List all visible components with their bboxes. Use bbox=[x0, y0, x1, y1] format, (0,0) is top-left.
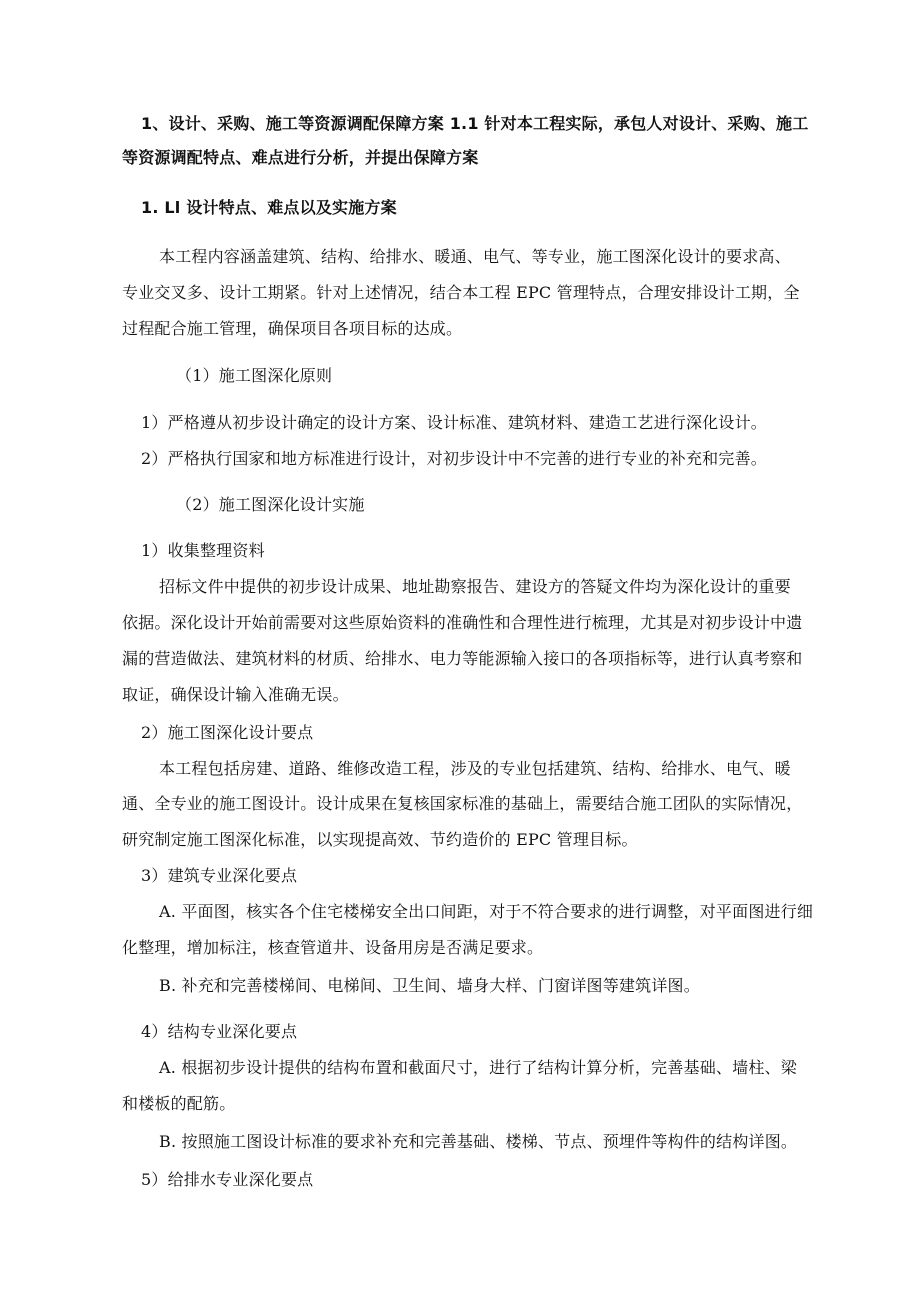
step-1-line-2: 依据。深化设计开始前需要对这些原始资料的准确性和合理性进行梳理，尤其是对初步设计中遗 bbox=[122, 613, 803, 632]
section-1-item-2: 2）严格执行国家和地方标准进行设计，对初步设计中不完善的进行专业的补充和完善。 bbox=[141, 449, 767, 468]
step-3-a-line-2: 化整理，增加标注，核查管道井、设备用房是否满足要求。 bbox=[122, 938, 544, 957]
step-2-line-1: 本工程包括房建、道路、维修改造工程，涉及的专业包括建筑、结构、给排水、电气、暖 bbox=[159, 759, 791, 778]
step-2-title: 2）施工图深化设计要点 bbox=[141, 723, 314, 742]
intro-line-3: 过程配合施工管理，确保项目各项目标的达成。 bbox=[122, 319, 463, 338]
step-2-line-3: 研究制定施工图深化标准，以实现提高效、节约造价的 EPC 管理目标。 bbox=[122, 830, 638, 849]
heading-line-1: 1、设计、采购、施工等资源调配保障方案 1.1 针对本工程实际，承包人对设计、采购、施工 bbox=[141, 114, 809, 133]
step-1-title: 1）收集整理资料 bbox=[141, 541, 265, 560]
step-2-line-2: 通、全专业的施工图设计。设计成果在复核国家标准的基础上，需要结合施工团队的实际情况， bbox=[122, 794, 803, 813]
step-3-a-line-1: A. 平面图，核实各个住宅楼梯安全出口间距，对于不符合要求的进行调整，对平面图进行细 bbox=[159, 902, 814, 921]
section-2-title: （2）施工图深化设计实施 bbox=[176, 495, 365, 514]
step-4-title: 4）结构专业深化要点 bbox=[141, 1022, 298, 1041]
step-4-b: B. 按照施工图设计标准的要求补充和完善基础、楼梯、节点、预埋件等构件的结构详图。 bbox=[159, 1132, 798, 1151]
step-4-a-line-2: 和楼板的配筋。 bbox=[122, 1094, 236, 1113]
step-5-title: 5）给排水专业深化要点 bbox=[141, 1170, 314, 1189]
step-1-line-1: 招标文件中提供的初步设计成果、地址勘察报告、建设方的答疑文件均为深化设计的重要 bbox=[159, 577, 791, 596]
subheading: 1. Ll 设计特点、难点以及实施方案 bbox=[141, 198, 397, 217]
intro-line-2: 专业交叉多、设计工期紧。针对上述情况，结合本工程 EPC 管理特点，合理安排设计工期，全 bbox=[122, 283, 800, 302]
section-1-title: （1）施工图深化原则 bbox=[176, 366, 333, 385]
heading-line-2: 等资源调配特点、难点进行分析，并提出保障方案 bbox=[122, 148, 479, 167]
step-3-b: B. 补充和完善楼梯间、电梯间、卫生间、墙身大样、门窗详图等建筑详图。 bbox=[159, 976, 700, 995]
intro-line-1: 本工程内容涵盖建筑、结构、给排水、暖通、电气、等专业，施工图深化设计的要求高、 bbox=[159, 247, 791, 266]
section-1-item-1: 1）严格遵从初步设计确定的设计方案、设计标准、建筑材料、建造工艺进行深化设计。 bbox=[141, 413, 767, 432]
step-4-a-line-1: A. 根据初步设计提供的结构布置和截面尺寸，进行了结构计算分析，完善基础、墙柱、梁 bbox=[159, 1058, 797, 1077]
step-1-line-4: 取证，确保设计输入准确无误。 bbox=[122, 685, 349, 704]
step-1-line-3: 漏的营造做法、建筑材料的材质、给排水、电力等能源输入接口的各项指标等，进行认真考察和 bbox=[122, 649, 803, 668]
step-3-title: 3）建筑专业深化要点 bbox=[141, 866, 298, 885]
